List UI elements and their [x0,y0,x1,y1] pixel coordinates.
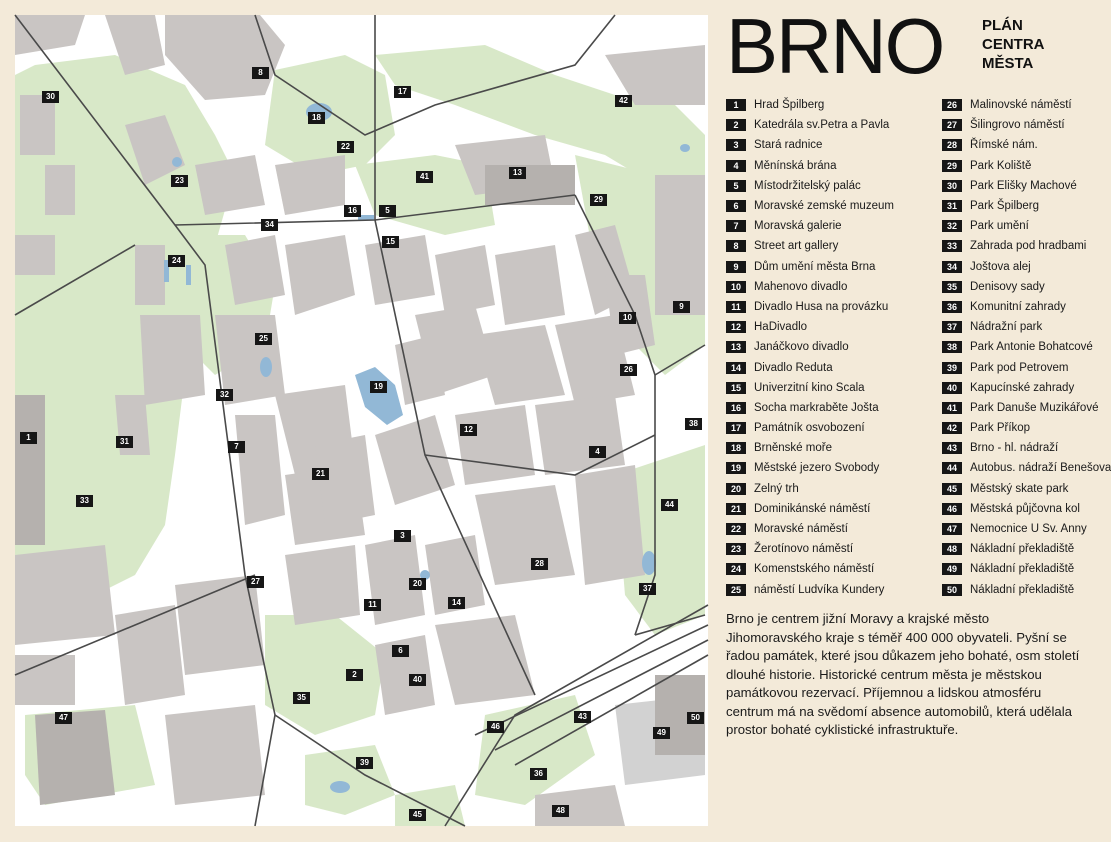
legend-label: Kapucínské zahrady [970,381,1075,394]
legend-item [942,378,1111,398]
legend-item [942,277,1111,297]
legend-number: 3 [726,139,746,151]
legend-label: Katedrála sv.Petra a Pavla [754,119,890,132]
map-marker[interactable]: 38 [685,418,702,430]
map-marker[interactable]: 41 [416,171,433,183]
map-marker[interactable]: 20 [409,578,426,590]
legend-label: Brněnské moře [754,442,832,455]
map-marker[interactable]: 7 [228,441,245,453]
legend-label: Městský skate park [970,482,1069,495]
legend-label: Zelný trh [754,482,799,495]
legend-label: Univerzitní kino Scala [754,381,865,394]
legend-number: 40 [942,382,962,394]
legend-item [726,580,894,600]
legend-number: 18 [726,442,746,454]
legend-item [942,398,1111,418]
legend-column-2 [942,95,1111,600]
legend-item [726,378,894,398]
map-marker[interactable]: 42 [615,95,632,107]
legend-item [942,257,1111,277]
map-marker[interactable]: 48 [552,805,569,817]
legend-number: 44 [942,462,962,474]
map-marker[interactable]: 35 [293,692,310,704]
legend-label: Moravská galerie [754,220,842,233]
legend-number: 19 [726,462,746,474]
legend-label: Denisovy sady [970,280,1045,293]
legend-number: 21 [726,503,746,515]
legend-item [942,156,1111,176]
legend-item [726,418,894,438]
legend-number: 48 [942,543,962,555]
legend-number: 16 [726,402,746,414]
legend-item [942,580,1111,600]
map-marker[interactable]: 21 [312,468,329,480]
legend-item [726,95,894,115]
legend-number: 36 [942,301,962,313]
map-marker[interactable]: 40 [409,674,426,686]
legend-label: Šilingrovo náměstí [970,119,1065,132]
legend-number: 46 [942,503,962,515]
legend-item [942,559,1111,579]
legend-label: Dům umění města Brna [754,260,876,273]
map-marker[interactable]: 5 [379,205,396,217]
legend-number: 5 [726,180,746,192]
map-canvas [15,15,708,826]
map-marker[interactable]: 6 [392,645,409,657]
map-marker[interactable]: 43 [574,711,591,723]
legend-number: 25 [726,584,746,596]
legend-label: Moravské zemské muzeum [754,200,894,213]
legend-label: Divadlo Reduta [754,361,833,374]
map-marker[interactable]: 24 [168,255,185,267]
legend-label: Místodržitelský palác [754,179,861,192]
subtitle-line: MĚSTA [982,55,1034,72]
subtitle-line: CENTRA [982,36,1045,53]
map-title: BRNO [726,2,944,90]
legend-item [942,95,1111,115]
city-description: Brno je centrem jižní Moravy a krajské město Jihomoravského kraje s téměř 400 000 obyvateli. Pyšní se řadou památek, které jsou důkazem jeho bohaté, osm století dlouhé historie. Historické centrum města je městskou památkovou rezervací. Příjemnou a lidskou atmosféru centrum má na svědomí absence automobilů, která udělala prostor bohaté cyklistické infrastruktuře. [726,611,1080,737]
legend-label: Nákladní překladiště [970,583,1075,596]
legend-label: Stará radnice [754,139,823,152]
map-marker[interactable]: 46 [487,721,504,733]
legend-number: 12 [726,321,746,333]
legend-label: Moravské náměstí [754,523,848,536]
legend-label: Městská půjčovna kol [970,502,1080,515]
legend-item [726,297,894,317]
city-map[interactable] [15,15,708,826]
legend-item [942,539,1111,559]
legend-item [942,176,1111,196]
legend-item [726,458,894,478]
legend-number: 41 [942,402,962,414]
map-marker[interactable]: 25 [255,333,272,345]
legend-label: Nákladní překladiště [970,563,1075,576]
legend-item [726,156,894,176]
legend-item [726,357,894,377]
legend-label: Divadlo Husa na provázku [754,300,889,313]
legend-item [942,499,1111,519]
legend-label: Hrad Špilberg [754,99,825,112]
legend-label: Park Koliště [970,159,1032,172]
legend-label: Žerotínovo náměstí [754,543,854,556]
legend-item [726,317,894,337]
legend-number: 33 [942,240,962,252]
legend-item [726,115,894,135]
map-marker[interactable]: 37 [639,583,656,595]
map-marker[interactable]: 23 [171,175,188,187]
map-marker[interactable]: 1 [20,432,37,444]
legend-number: 23 [726,543,746,555]
legend-number: 13 [726,341,746,353]
legend-number: 43 [942,442,962,454]
legend-item [726,216,894,236]
legend-label: Socha markraběte Jošta [754,401,879,414]
legend-label: Brno - hl. nádraží [970,442,1059,455]
legend-label: Janáčkovo divadlo [754,341,849,354]
legend-number: 14 [726,362,746,374]
legend-number: 6 [726,200,746,212]
legend-number: 7 [726,220,746,232]
legend-label: Park umění [970,220,1029,233]
legend-number: 1 [726,99,746,111]
legend-label: Street art gallery [754,240,839,253]
legend-item [942,196,1111,216]
legend-number: 20 [726,483,746,495]
legend-label: Zahrada pod hradbami [970,240,1087,253]
map-marker[interactable]: 31 [116,436,133,448]
map-marker[interactable]: 18 [308,112,325,124]
map-marker[interactable]: 17 [394,86,411,98]
legend-item [942,115,1111,135]
legend-label: Městské jezero Svobody [754,462,880,475]
legend-label: Měnínská brána [754,159,837,172]
map-marker[interactable]: 12 [460,424,477,436]
legend-item [942,317,1111,337]
map-marker[interactable]: 50 [687,712,704,724]
map-marker[interactable]: 14 [448,597,465,609]
legend-item [942,519,1111,539]
map-marker[interactable]: 47 [55,712,72,724]
legend-label: Park pod Petrovem [970,361,1069,374]
legend-number: 35 [942,281,962,293]
legend-item [942,458,1111,478]
legend-number: 39 [942,362,962,374]
legend-item [942,479,1111,499]
legend-item [726,479,894,499]
legend-item [726,236,894,256]
map-marker[interactable]: 36 [530,768,547,780]
legend-number: 34 [942,261,962,273]
legend-number: 30 [942,180,962,192]
map-marker[interactable]: 44 [661,499,678,511]
legend-number: 45 [942,483,962,495]
map-marker[interactable]: 28 [531,558,548,570]
legend-item [942,438,1111,458]
subtitle-line: PLÁN [982,17,1023,34]
legend-number: 15 [726,382,746,394]
legend-item [726,519,894,539]
legend-number: 26 [942,99,962,111]
legend-item [942,135,1111,155]
legend-number: 9 [726,261,746,273]
map-marker[interactable]: 10 [619,312,636,324]
legend-number: 50 [942,584,962,596]
legend-number: 4 [726,160,746,172]
legend-item [726,176,894,196]
legend-label: Joštova alej [970,260,1031,273]
legend-number: 32 [942,220,962,232]
legend-label: Park Příkop [970,422,1031,435]
map-marker[interactable]: 13 [509,167,526,179]
map-marker[interactable]: 39 [356,757,373,769]
map-marker[interactable]: 11 [364,599,381,611]
legend-label: Park Antonie Bohatcové [970,341,1093,354]
legend-label: Římské nám. [970,139,1038,152]
legend-number: 24 [726,563,746,575]
legend-label: Dominikánské náměstí [754,502,871,515]
legend-column-1 [726,95,894,600]
map-marker[interactable]: 22 [337,141,354,153]
map-marker[interactable]: 30 [42,91,59,103]
map-marker[interactable]: 16 [344,205,361,217]
legend-item [726,135,894,155]
legend-label: náměstí Ludvíka Kundery [754,583,885,596]
legend-number: 22 [726,523,746,535]
legend-item [726,277,894,297]
legend-label: HaDivadlo [754,321,808,334]
map-marker[interactable]: 33 [76,495,93,507]
legend-item [942,337,1111,357]
legend-number: 28 [942,139,962,151]
legend-label: Mahenovo divadlo [754,280,848,293]
legend-number: 8 [726,240,746,252]
map-marker[interactable]: 2 [346,669,363,681]
legend-item [942,418,1111,438]
legend-item [726,337,894,357]
legend-item [726,257,894,277]
legend-label: Nádražní park [970,321,1043,334]
legend-item [726,196,894,216]
map-marker[interactable]: 3 [394,530,411,542]
legend-number: 42 [942,422,962,434]
legend-number: 27 [942,119,962,131]
legend-item [942,297,1111,317]
legend-item [726,499,894,519]
legend-number: 37 [942,321,962,333]
legend-number: 10 [726,281,746,293]
legend-number: 47 [942,523,962,535]
legend-number: 2 [726,119,746,131]
legend-item [942,236,1111,256]
map-marker[interactable]: 15 [382,236,399,248]
legend-item [726,398,894,418]
legend-label: Malinovské náměstí [970,99,1072,112]
legend-label: Nákladní překladiště [970,543,1075,556]
legend-label: Komunitní zahrady [970,300,1066,313]
legend-number: 31 [942,200,962,212]
map-marker[interactable]: 8 [252,67,269,79]
legend-label: Park Danuše Muzikářové [970,401,1099,414]
legend-label: Komenstského náměstí [754,563,875,576]
map-marker[interactable]: 34 [261,219,278,231]
map-marker[interactable]: 9 [673,301,690,313]
legend-label: Nemocnice U Sv. Anny [970,523,1087,536]
legend-number: 17 [726,422,746,434]
map-marker[interactable]: 49 [653,727,670,739]
legend-panel [724,0,1111,842]
legend-item [726,559,894,579]
legend-label: Park Špilberg [970,200,1040,213]
legend-item [726,539,894,559]
map-marker[interactable]: 26 [620,364,637,376]
legend-label: Památník osvobození [754,422,865,435]
legend-item [942,357,1111,377]
legend-number: 29 [942,160,962,172]
legend-number: 11 [726,301,746,313]
map-marker[interactable]: 4 [589,446,606,458]
map-marker[interactable]: 27 [247,576,264,588]
legend-label: Park Elišky Machové [970,179,1077,192]
map-marker[interactable]: 45 [409,809,426,821]
map-marker[interactable]: 19 [370,381,387,393]
map-marker[interactable]: 29 [590,194,607,206]
legend-item [942,216,1111,236]
map-marker[interactable]: 32 [216,389,233,401]
legend-number: 38 [942,341,962,353]
legend-label: Autobus. nádraží Benešova [970,462,1111,475]
legend-number: 49 [942,563,962,575]
legend-item [726,438,894,458]
map-subtitle [982,16,1045,73]
